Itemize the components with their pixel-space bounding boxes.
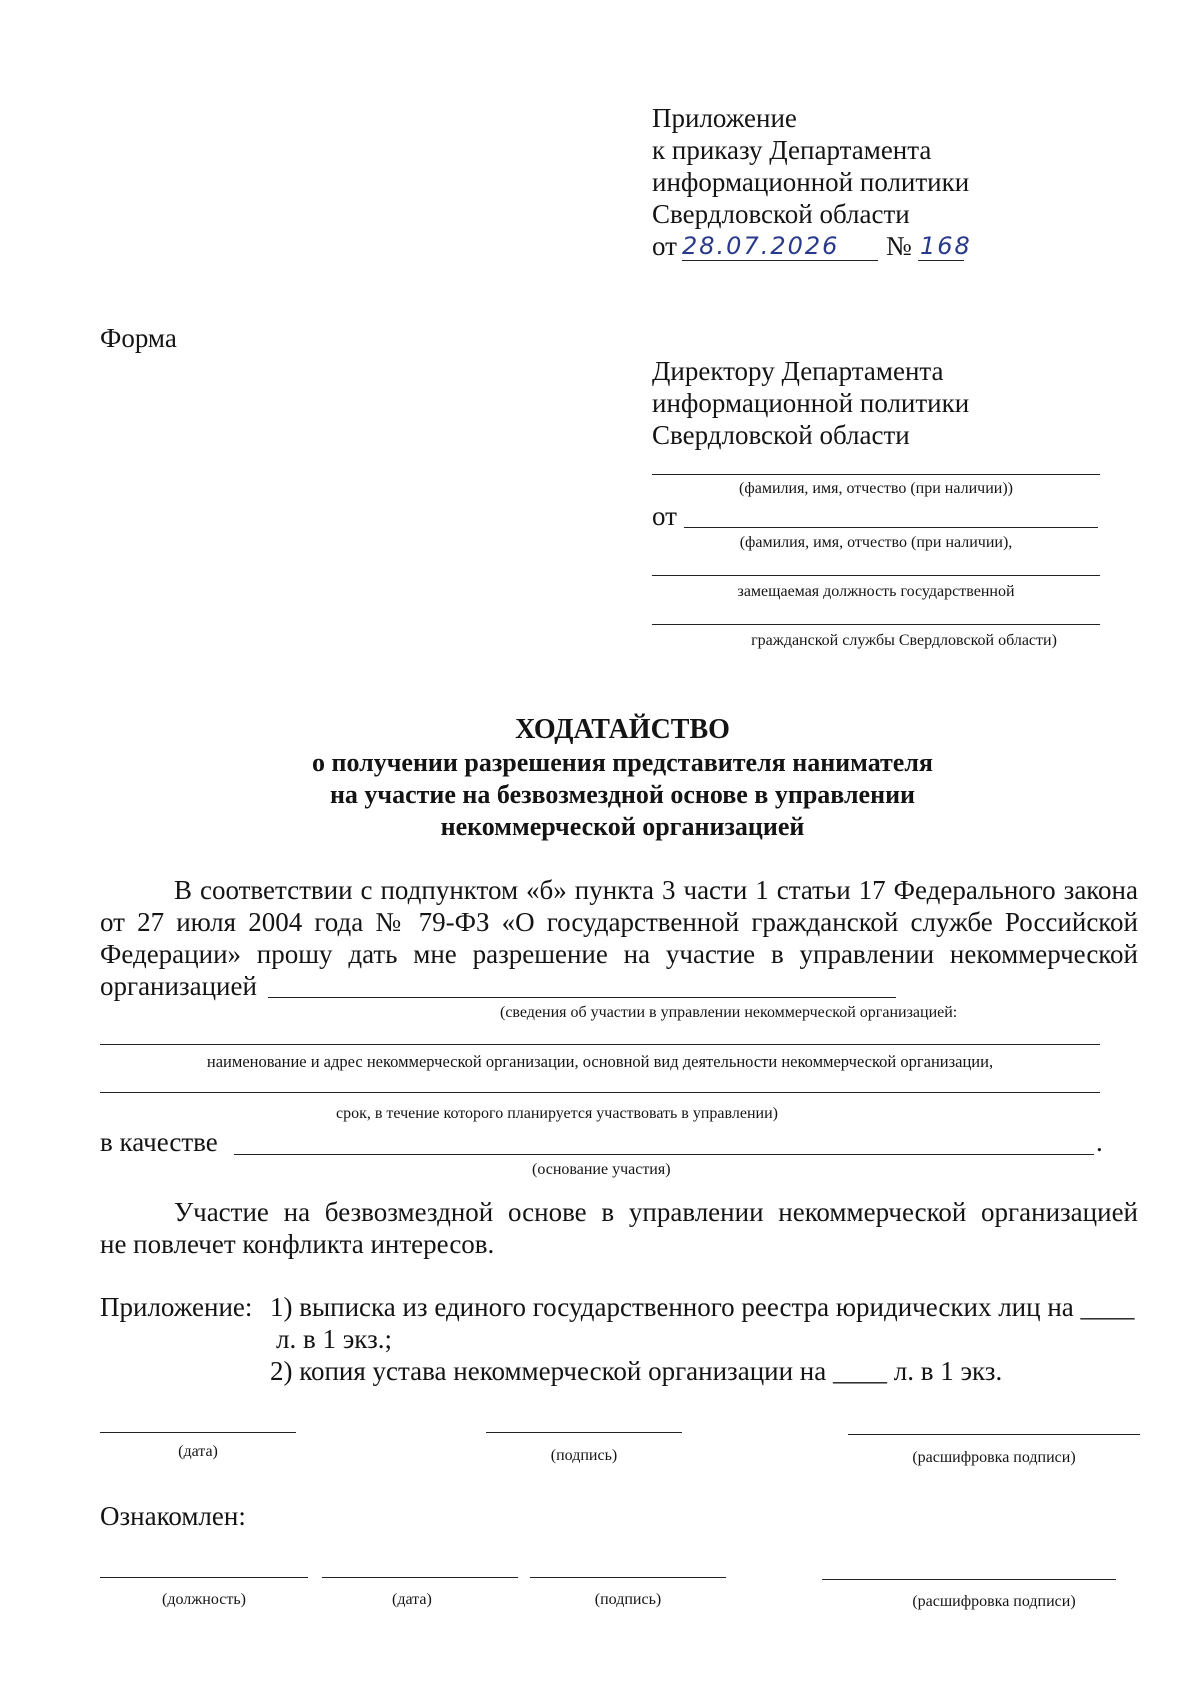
p1-line-4: организацией: [100, 971, 257, 1001]
approval-date-handwritten: 28.07.2026: [682, 232, 840, 260]
title-main: ХОДАТАЙСТВО: [515, 714, 730, 745]
signature-date-field[interactable]: [100, 1432, 296, 1433]
organization-field[interactable]: [268, 997, 896, 998]
title-sub-3: некоммерческой организацией: [440, 812, 805, 841]
position-hint: замещаемая должность государственной: [737, 583, 1015, 600]
ack-sign-field[interactable]: [530, 1577, 726, 1578]
civil-service-field[interactable]: [652, 624, 1100, 625]
acknowledged-label: Ознакомлен:: [100, 1501, 246, 1531]
addressee-line-3: Свердловской области: [652, 420, 910, 450]
form-label: Форма: [100, 323, 177, 353]
from-name-field[interactable]: [684, 527, 1098, 528]
ack-sign-hint: (подпись): [594, 1591, 662, 1608]
approval-line-3: информационной политики: [652, 167, 970, 197]
title-sub-2: на участие на безвозмездной основе в управлении: [329, 780, 916, 809]
p1-line-2: от 27 июля 2004 года № 79-ФЗ «О государственной гражданской службе Российской: [100, 907, 1138, 937]
from-name-hint: (фамилия, имя, отчество (при наличии),: [739, 534, 1013, 551]
approval-number-handwritten: 168: [920, 232, 972, 260]
p2-line-1: Участие на безвозмездной основе в управлении некоммерческой организацией: [174, 1197, 1138, 1227]
addressee-line-1: Директору Департамента: [652, 356, 944, 386]
ack-date-hint: (дата): [392, 1591, 432, 1608]
p1-line-3: Федерации» прошу дать мне разрешение на участие в управлении некоммерческой: [100, 939, 1138, 969]
attachment-item-1-line-1: 1) выписка из единого государственного реестра юридических лиц на ____: [270, 1292, 1135, 1322]
organization-hint-3: срок, в течение которого планируется участвовать в управлении): [336, 1105, 778, 1122]
ack-position-field[interactable]: [100, 1577, 308, 1578]
signature-sign-hint: (подпись): [550, 1447, 618, 1464]
approval-number-prefix: №: [886, 231, 912, 261]
attachment-item-2: 2) копия устава некоммерческой организации на ____ л. в 1 экз.: [270, 1356, 1003, 1386]
from-prefix: от: [652, 501, 677, 531]
signature-decode-field[interactable]: [848, 1434, 1140, 1435]
organization-details-field-1[interactable]: [100, 1044, 1100, 1045]
ack-decode-hint: (расшифровка подписи): [912, 1593, 1076, 1610]
organization-hint-1: (сведения об участии в управлении некоммерческой организацией:: [500, 1004, 958, 1021]
ack-date-field[interactable]: [322, 1577, 518, 1578]
p1-line-1: В соответствии с подпунктом «б» пункта 3 части 1 статьи 17 Федерального закона: [174, 875, 1138, 905]
addressee-name-hint: (фамилия, имя, отчество (при наличии)): [739, 480, 1013, 497]
organization-hint-2: наименование и адрес некоммерческой организации, основной вид деятельности некоммерческой организации,: [206, 1052, 994, 1071]
approval-line-1: Приложение: [652, 103, 797, 133]
signature-decode-hint: (расшифровка подписи): [912, 1449, 1076, 1466]
capacity-prefix: в качестве: [100, 1127, 218, 1157]
attachments-label: Приложение:: [100, 1292, 253, 1322]
signature-date-hint: (дата): [178, 1443, 218, 1460]
capacity-field[interactable]: [234, 1154, 1094, 1155]
approval-line-2: к приказу Департамента: [652, 135, 932, 165]
title-sub-1: о получении разрешения представителя нанимателя: [312, 748, 933, 777]
signature-sign-field[interactable]: [486, 1432, 682, 1433]
p2-line-2: не повлечет конфликта интересов.: [100, 1229, 495, 1259]
organization-details-field-2[interactable]: [100, 1092, 1100, 1093]
ack-position-hint: (должность): [162, 1591, 246, 1608]
approval-number-underline: [918, 260, 964, 261]
capacity-suffix: .: [1096, 1127, 1103, 1157]
approval-line-4: Свердловской области: [652, 199, 910, 229]
addressee-name-field[interactable]: [652, 474, 1100, 475]
addressee-line-2: информационной политики: [652, 388, 970, 418]
approval-date-underline: [682, 260, 878, 261]
position-field[interactable]: [652, 575, 1100, 576]
capacity-hint: (основание участия): [532, 1161, 671, 1178]
ack-decode-field[interactable]: [822, 1579, 1116, 1580]
approval-date-prefix: от: [652, 231, 677, 261]
attachment-item-1-line-2: л. в 1 экз.;: [276, 1324, 392, 1354]
civil-service-hint: гражданской службы Свердловской области): [751, 632, 1057, 649]
